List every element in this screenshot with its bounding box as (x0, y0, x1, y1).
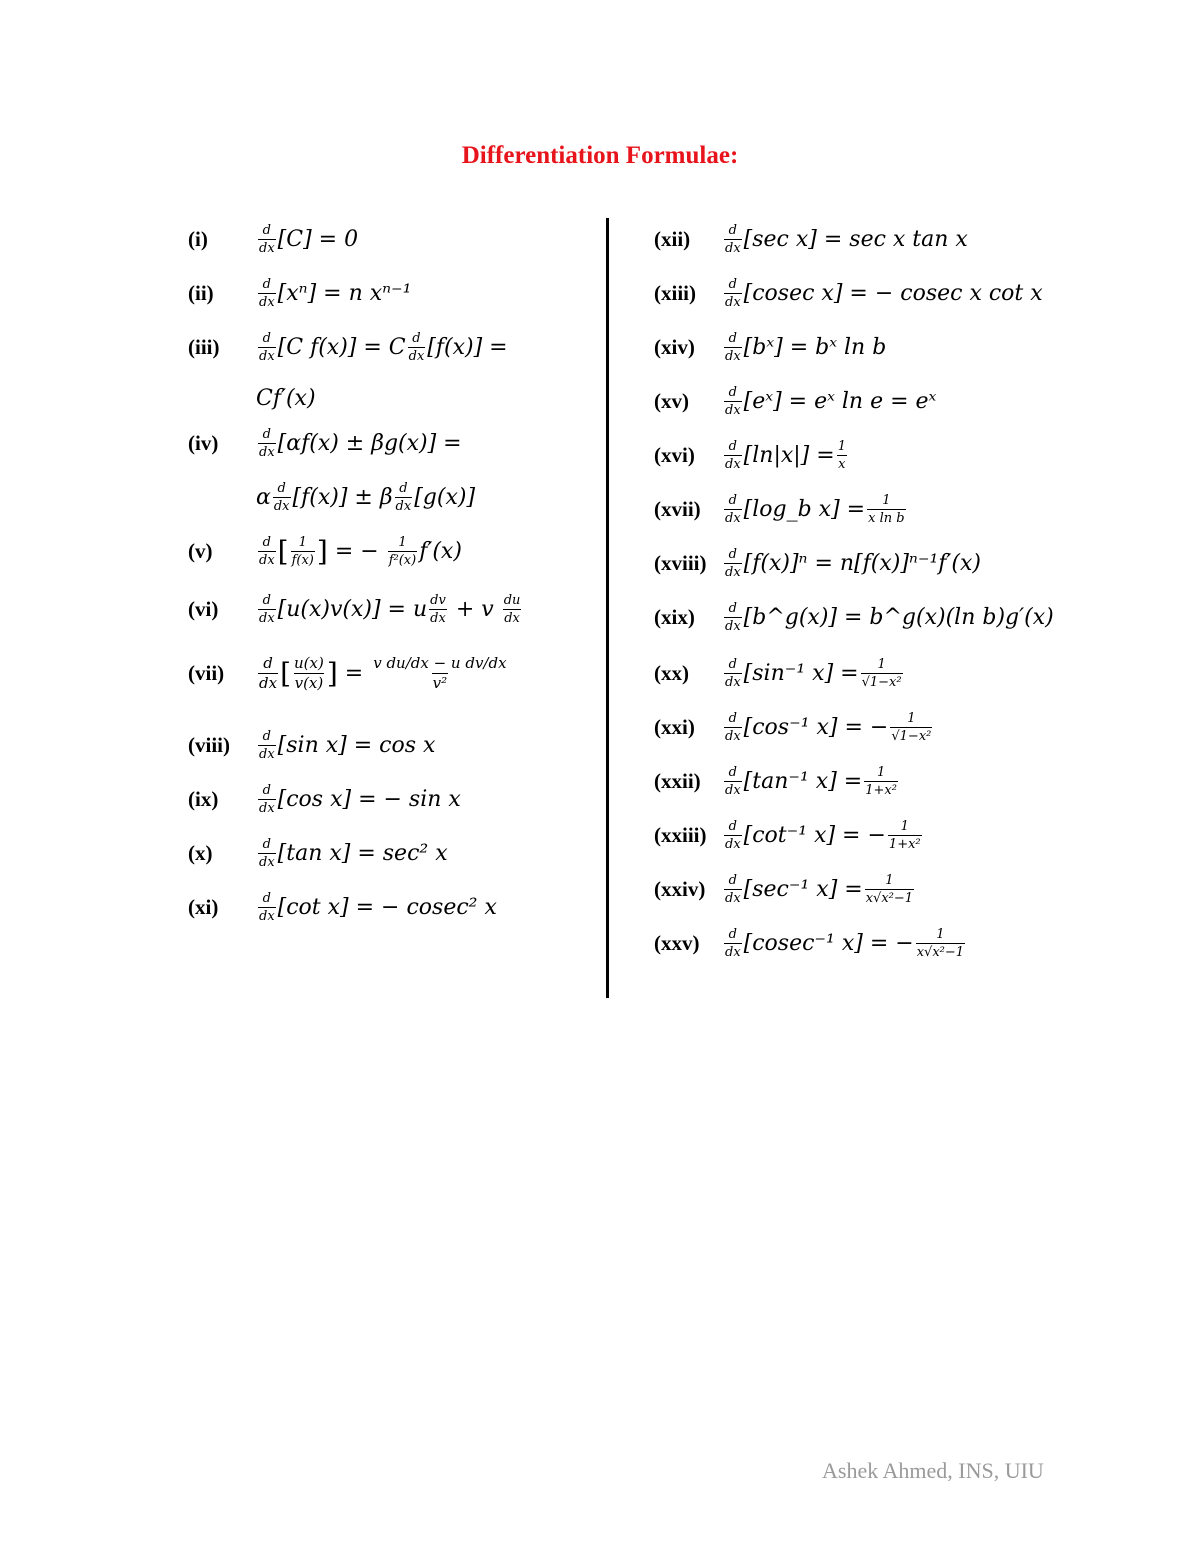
formula-expression: $\frac{d}{dx}$ [sin⁻¹ x] = $\frac{1}{\text{√1−x²}}$ (725, 657, 902, 690)
formula-expression: $\frac{d}{dx}$ [xⁿ] = n xⁿ⁻¹ (259, 277, 412, 310)
derivative-operator: $\frac{d}{dx}$ (259, 654, 278, 692)
formula-row (188, 838, 448, 869)
derivative-operator: $\frac{d}{dx}$ (259, 891, 275, 924)
formula-label: (xvi) (654, 443, 695, 467)
derivative-operator: $\frac{d}{dx}$ (259, 331, 275, 364)
derivative-operator: $\frac{d}{dx}$ (259, 783, 275, 816)
formula-expression: $\frac{d}{dx}$ [sec⁻¹ x] = $\frac{1}{\text{x√x²−1}}$ (725, 873, 914, 906)
formula-row (654, 820, 924, 851)
formula-row (188, 224, 358, 255)
formula-expression: $\frac{d}{dx}$ [sin x] = cos x (259, 729, 436, 762)
derivative-operator: $\frac{d}{dx}$ (725, 277, 741, 310)
formula-row (188, 730, 435, 761)
formula-row (654, 224, 968, 255)
formula-label: (xi) (188, 895, 219, 919)
derivative-operator: $\frac{d}{dx}$ (725, 493, 741, 526)
derivative-operator: $\frac{d}{dx}$ (725, 439, 741, 472)
formula-expression: $\frac{d}{dx}$ [tan x] = sec² x (259, 837, 448, 870)
formula-row (654, 494, 908, 525)
footer-credit: Ashek Ahmed, INS, UIU (822, 1458, 1044, 1483)
formula-label: (xvii) (654, 497, 701, 521)
formula-row (654, 874, 916, 905)
formula-continuation: Cf′(x) (256, 386, 316, 411)
formula-row (654, 928, 967, 959)
formula-row (654, 658, 905, 689)
column-divider (606, 218, 609, 998)
formula-label: (x) (188, 841, 213, 865)
derivative-operator: $\frac{d}{dx}$ (725, 819, 741, 852)
page-title: Differentiation Formulae: (461, 142, 739, 169)
derivative-operator: $\frac{d}{dx}$ (259, 593, 275, 626)
formula-label: (ix) (188, 787, 219, 811)
derivative-operator: $\frac{d}{dx}$ (259, 223, 275, 256)
formula-label: (xiv) (654, 335, 695, 359)
formula-row (654, 278, 1043, 309)
formula-label: (iii) (188, 335, 220, 359)
derivative-operator: $\frac{d}{dx}$ (725, 547, 741, 580)
derivative-operator: $\frac{d}{dx}$ (259, 837, 275, 870)
derivative-operator: $\frac{d}{dx}$ (259, 729, 275, 762)
formula-expression: $\frac{d}{dx}$ [C] = 0 (259, 223, 359, 256)
formula-label: (i) (188, 227, 208, 251)
formula-label: (xxiv) (654, 877, 706, 901)
formula-expression: $\frac{d}{dx}$ [αf(x) ± βg(x)] = (259, 427, 462, 460)
formula-label: (xxiii) (654, 823, 707, 847)
formula-expression: $\frac{d}{dx}$ [cosec⁻¹ x] = − $\frac{1}{\text{x√x²−1}}$ (725, 927, 965, 960)
formula-label: (xii) (654, 227, 691, 251)
formula-expression: $\frac{d}{dx}$ [eˣ] = eˣ ln e = eˣ (725, 385, 937, 418)
formula-expression: $\frac{d}{dx}$ [cos x] = − sin x (259, 783, 461, 816)
derivative-operator: $\frac{d}{dx}$ (725, 711, 741, 744)
formula-row (188, 332, 508, 363)
formula-row (654, 440, 849, 471)
formula-label: (xix) (654, 605, 695, 629)
derivative-operator: $\frac{d}{dx}$ (259, 427, 275, 460)
formula-expression: $\frac{d}{dx}$ [C f(x)] = C $\frac{d}{dx}$ [f(x)] = (259, 331, 508, 364)
formula-row (188, 428, 462, 459)
formula-row (188, 536, 462, 567)
formula-row (188, 278, 411, 309)
formula-label: (xxv) (654, 931, 700, 955)
derivative-operator: $\frac{d}{dx}$ (725, 873, 741, 906)
derivative-operator: $\frac{d}{dx}$ (725, 223, 741, 256)
formula-label: (xiii) (654, 281, 696, 305)
formula-expression: $\frac{d}{dx}$ [cot⁻¹ x] = − $\frac{1}{\text{1+x²}}$ (725, 819, 921, 852)
formula-label: (xviii) (654, 551, 707, 575)
formula-label: (v) (188, 539, 213, 563)
derivative-operator: $\frac{d}{dx}$ (395, 481, 412, 514)
formula-expression: $\frac{d}{dx}$ [f(x)]ⁿ = n[f(x)]ⁿ⁻¹f′(x) (725, 547, 981, 580)
formula-row (654, 386, 936, 417)
derivative-operator: $\frac{d}{dx}$ (408, 331, 425, 364)
formula-label: (xv) (654, 389, 689, 413)
derivative-operator: $\frac{d}{dx}$ (725, 601, 741, 634)
formula-expression: $\frac{d}{dx}$ [b^g(x)] = b^g(x)(ln b)g′(x) (725, 601, 1054, 634)
formula-row (654, 766, 900, 797)
formula-expression: $\frac{d}{dx}$ [tan⁻¹ x] = $\frac{1}{\text{1+x²}}$ (725, 765, 897, 798)
formula-row (188, 594, 523, 625)
derivative-operator: $\frac{d}{dx}$ (725, 657, 741, 690)
formula-expression: $\frac{d}{dx}$ [log_b x] = $\frac{1}{\text{x ln b}}$ (725, 493, 905, 526)
formula-row (188, 656, 510, 691)
derivative-operator: $\frac{d}{dx}$ (725, 385, 741, 418)
formula-label: (xxii) (654, 769, 701, 793)
derivative-operator: $\frac{d}{dx}$ (259, 535, 275, 568)
formula-expression: $\frac{d}{dx}$ [cot x] = − cosec² x (259, 891, 497, 924)
formula-expression: $\frac{d}{dx}$ [u(x)v(x)] = u $\frac{dv}{dx}$ + v $\frac{du}{dx}$ (259, 593, 521, 626)
derivative-operator: $\frac{d}{dx}$ (273, 481, 290, 514)
formula-expression: $\frac{d}{dx}$ [ $\frac{1}{f(x)}$ ] = − $\frac{1}{\text{f²(x)}}$ f′(x) (259, 534, 462, 568)
derivative-operator: $\frac{d}{dx}$ (725, 927, 741, 960)
formula-label: (vii) (188, 661, 225, 685)
formula-label: (xxi) (654, 715, 695, 739)
derivative-operator: $\frac{d}{dx}$ (259, 277, 275, 310)
formula-expression: $\frac{d}{dx}$ [cos⁻¹ x] = − $\frac{1}{\text{√1−x²}}$ (725, 711, 932, 744)
derivative-operator: $\frac{d}{dx}$ (725, 765, 741, 798)
derivative-operator: $\frac{d}{dx}$ (725, 331, 741, 364)
formula-row (188, 784, 461, 815)
formula-expression: $\frac{d}{dx}$ [ln|x|] = $\frac{1}{x}$ (725, 439, 846, 472)
formula-expression: $\frac{d}{dx}$ [sec x] = sec x tan x (725, 223, 968, 256)
formula-row (654, 712, 934, 743)
formula-expression: $\frac{d}{dx}$ [bˣ] = bˣ ln b (725, 331, 887, 364)
formula-label: (viii) (188, 733, 230, 757)
formula-label: (xx) (654, 661, 689, 685)
formula-row (654, 602, 1054, 633)
formula-row (654, 332, 886, 363)
formula-row (654, 548, 981, 579)
formula-row (188, 892, 497, 923)
formula-continuation: α $\frac{d}{dx}$ [f(x)] ± β $\frac{d}{dx}$ [g(x)] (256, 481, 476, 514)
formula-label: (iv) (188, 431, 219, 455)
formula-label: (ii) (188, 281, 214, 305)
formula-expression: $\frac{d}{dx}$ [ $\frac{u(x)}{v(x)}$ ] = $\frac{\text{v du/dx − u dv/dx}}{\text{v²}}$ (259, 654, 507, 692)
formula-expression: $\frac{d}{dx}$ [cosec x] = − cosec x cot x (725, 277, 1043, 310)
formula-label: (vi) (188, 597, 219, 621)
